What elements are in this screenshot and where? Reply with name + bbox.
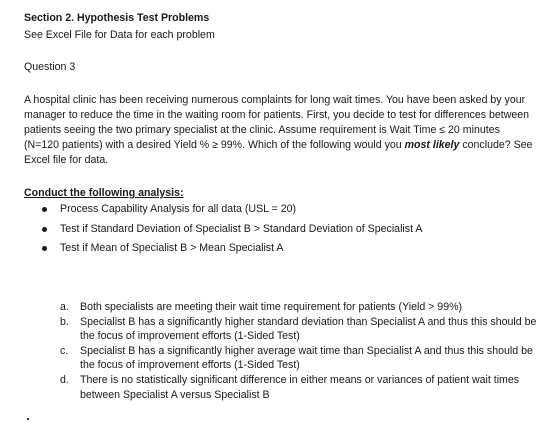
question-paragraph [24,93,536,168]
analysis-item-text: Test if Mean of Specialist B > Mean Specialist A [60,242,284,254]
paragraph-emphasis: most likely [404,139,460,152]
section-title: Section 2. Hypothesis Test Problems [24,12,210,24]
stray-mark [27,418,29,420]
conduct-heading: Conduct the following analysis: [24,187,184,199]
bullet-icon [42,246,47,251]
paragraph-text-start: A hospital clinic has been receiving numerous complaints for long wait times. You have been asked by your manager to reduce the time in the waiting room for patients. First, you decide to test for differences between patients seeing the two primary specialist at the clinic. Assume requirement is Wait Time ≤ 20 minutes (N=120 patients) with a desired Yield % ≥ 99%. Which of the following would you [24,94,530,152]
option-text: Specialist B has a significantly higher average wait time than Specialist A and thus this should be the focus of improvement efforts (1-Sided Test) [80,344,533,372]
bullet-icon [42,227,47,232]
paragraph-text-end: conclude? See Excel file for data. [24,139,533,167]
analysis-list [38,202,538,261]
answer-options [60,300,540,402]
question-label: Question 3 [24,61,76,73]
answer-option [60,315,540,344]
bullet-icon [42,207,47,212]
subtitle: See Excel File for Data for each problem [24,29,215,41]
analysis-item [38,202,538,222]
analysis-item [38,241,538,261]
answer-option [60,373,540,402]
option-letter: c. [60,344,69,357]
option-letter: a. [60,301,69,313]
option-text: There is no statistically significant difference in either means or variances of patient wait times between Specialist A versus Specialist B [80,374,520,401]
option-letter: b. [60,315,69,328]
option-text: Specialist B has a significantly higher standard deviation than Specialist A and thus this should be the focus of improvement efforts (1-Sided Test) [80,315,537,343]
option-text: Both specialists are meeting their wait time requirement for patients (Yield > 99%) [80,301,463,313]
analysis-item-text: Process Capability Analysis for all data (USL = 20) [60,203,297,215]
answer-option [60,344,540,373]
answer-option [60,300,540,315]
analysis-item-text: Test if Standard Deviation of Specialist B > Standard Deviation of Specialist A [60,222,423,235]
option-letter: d. [60,374,69,387]
analysis-item [38,222,538,242]
